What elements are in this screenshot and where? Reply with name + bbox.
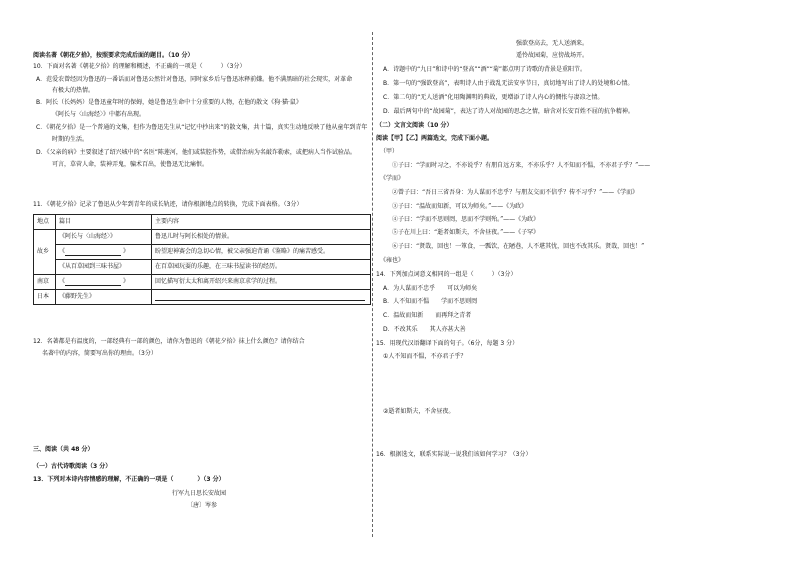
place-cell: 故乡: [34, 230, 56, 275]
jia-line: ①子曰：“学而时习之，不亦说乎？有朋自远方来，不亦乐乎？人不知而不愠，不亦君子乎？”——: [392, 162, 651, 169]
place-cell: 南京: [34, 275, 56, 290]
column-divider: [372, 32, 373, 537]
q14-option-b: B．人不知而不愠 学而不思则罔: [383, 298, 478, 305]
q15-item-2: ②逝者如斯夫，不舍昼夜。: [383, 408, 455, 415]
table-header: 地点: [34, 215, 56, 230]
q10-stem: 10．下面对名著《朝花夕拾》的理解和概述，不正确的一项是（ ）（3分）: [33, 63, 246, 70]
content-cell: [152, 290, 371, 305]
q14-option-a: A．为人谋而不忠乎 可以为师矣: [383, 285, 478, 292]
q11-table: [33, 214, 371, 305]
jia-line: ⑤子在川上曰：“逝者如斯夫，不舍昼夜。”——《子罕》: [392, 229, 540, 236]
q13-option-c: C．第二句的“无人送酒”化用陶渊明的典故，更增添了诗人内心的惆怅与凄凉之情。: [383, 94, 604, 101]
jia-line: 《学而》: [380, 175, 405, 182]
place-cell: 日本: [34, 290, 56, 305]
sub2-title: （二）文言文阅读（10 分）: [376, 122, 453, 129]
content-cell: 鲁迅儿时与阿长相处的情景。: [152, 230, 371, 245]
title-cell: 《从百草园到三味书屋》: [56, 260, 152, 275]
table-row: [34, 260, 371, 275]
jia-label: （甲）: [380, 148, 399, 155]
content-cell: 在百草园玩耍的乐趣，在三味书屋读书的经历。: [152, 260, 371, 275]
q10-option-d-cont: 可言，草菅人命，装神弄鬼，骗术百出，使鲁迅无比痛恨。: [52, 161, 209, 168]
sub1-title: （一）古代诗歌阅读（3 分）: [33, 463, 112, 470]
jia-line: ④子曰：“学而不思则罔，思而不学则殆。”——《为政》: [392, 216, 540, 223]
q15-stem: 15．用现代汉语翻译下面的句子。（6分，每题 3 分）: [376, 340, 519, 347]
q10-option-b: B．阿长（长妈妈）是鲁迅童年时的保姆，她是鲁迅生命中十分重要的人物，在他的散文《狗·猫·鼠》: [36, 99, 302, 106]
q14-option-c: C．温故而知新 而再拜之青者: [383, 312, 472, 319]
title-cell: 《 》: [56, 245, 152, 260]
q10-option-d: D．《父亲的病》主要叙述了绍兴城中的“名医”陈莲河，他们或装腔作势，或借治病为名敲诈勒索，或把病人当作试验品。: [36, 149, 356, 156]
jia-line: ②曾子曰：“吾日三省吾身：为人谋而不忠乎？与朋友交而不信乎？传不习乎？”——《学而》: [392, 189, 639, 196]
jia-line: ③子曰：“温故而知新，可以为师矣。”——《为政》: [392, 203, 528, 210]
poem-line: 遥怜故园菊，应傍战场开。: [516, 52, 589, 59]
q10-option-a-cont: 有极大的热情。: [52, 87, 95, 94]
q11-stem: 11．《朝花夕拾》记录了鲁迅从少年到青年的成长轨迹，请你根据地点的转换，完成下面表格。（3分）: [33, 201, 303, 208]
table-header-row: [34, 215, 371, 230]
sub2-intro: 阅读【甲】【乙】两篇选文，完成下面小题。: [376, 135, 494, 142]
content-cell: 盼望迎神赛会的急切心情，被父亲强迫背诵《鉴略》的痛苦感受。: [152, 245, 371, 260]
jia-line: 《雍也》: [380, 257, 405, 264]
table-row: [34, 290, 371, 305]
q10-option-b-cont: 《阿长与〈山海经〉》中都有出现。: [52, 111, 146, 118]
poem-line: 强欲登高去，无人送酒来。: [516, 40, 589, 47]
q15-item-1: ①人不知而不愠，不亦君子乎？: [383, 353, 467, 360]
section3-title: 三、阅读（共 48 分）: [33, 446, 94, 453]
poem-author: 〔唐〕岑参: [187, 502, 218, 509]
table-row: [34, 275, 371, 290]
title-cell: 《 》: [56, 275, 152, 290]
table-row: [34, 245, 371, 260]
table-header: 主要内容: [152, 215, 371, 230]
title-cell: 《藤野先生》: [56, 290, 152, 305]
q12-line2: 名著中的内容，简要写出你的理由。（3分）: [42, 350, 157, 357]
table-header: 篇目: [56, 215, 152, 230]
poem-title: 行军九日思长安故园: [172, 490, 227, 497]
answer-blank[interactable]: [65, 279, 121, 286]
q13-stem: 13．下列对本诗内容情感的理解，不正确的一项是（ ）（3 分）: [33, 476, 225, 483]
jia-line: ⑥子曰：“贤哉，回也！一箪食，一瓢饮，在陋巷，人不堪其忧，回也不改其乐。贤哉，回也！”: [392, 243, 645, 250]
q13-option-b: B．第一句的“强欲登高”，表明诗人由于战乱无法安享节日，真切地写出了诗人的处境和心情。: [383, 80, 634, 87]
answer-blank[interactable]: [155, 294, 365, 301]
title-cell: 《阿长与〈山海经〉》: [56, 230, 152, 245]
content-cell: 回忆描写衍太太和离开绍兴来南京求学的过程。: [152, 275, 371, 290]
table-row: [34, 230, 371, 245]
answer-blank[interactable]: [65, 249, 121, 256]
q10-option-a: A．范爱农曾经因为鲁迅的一番话而对鲁迅公然针对鲁迅，同时家乡后与鲁迅冰释前嫌。他不满黑暗的社会现实，对革命: [36, 76, 353, 83]
q13-option-a: A．诗题中的“九日”和诗中的“登高”“酒”“菊”都点明了诗歌的背景是重阳节。: [383, 66, 586, 73]
q14-option-d: D．不改其乐 其人亦甚大善: [383, 326, 466, 333]
section-title-mingzhu: 阅读名著《朝花夕拾》，按照要求完成后面的题目。（10 分）: [33, 52, 194, 59]
q10-option-c-cont: 时期的生活。: [52, 136, 89, 143]
q14-stem: 14．下列加点词意义相同的一组是（ ）（3分）: [376, 271, 517, 278]
q13-option-d: D．最后两句中的“故园菊”，表达了诗人对故园的思念之情，暗含对长安百姓不屈的抗争精神。: [383, 108, 634, 115]
q10-option-c: C．《朝花夕拾》是一个普通的文集，但作为鲁迅先生从“记忆中抄出来”的散文集，共十篇，真实生动地反映了他从童年到青年: [36, 124, 368, 131]
q12-line1: 12．名著都是有温度的，一部经典有一部的颜色，请你为鲁迅的《朝花夕拾》抹上什么颜色？请你结合: [33, 338, 305, 345]
q16-stem: 16．根据选文，联系实际说一说我们该如何学习？（3分）: [376, 451, 532, 458]
